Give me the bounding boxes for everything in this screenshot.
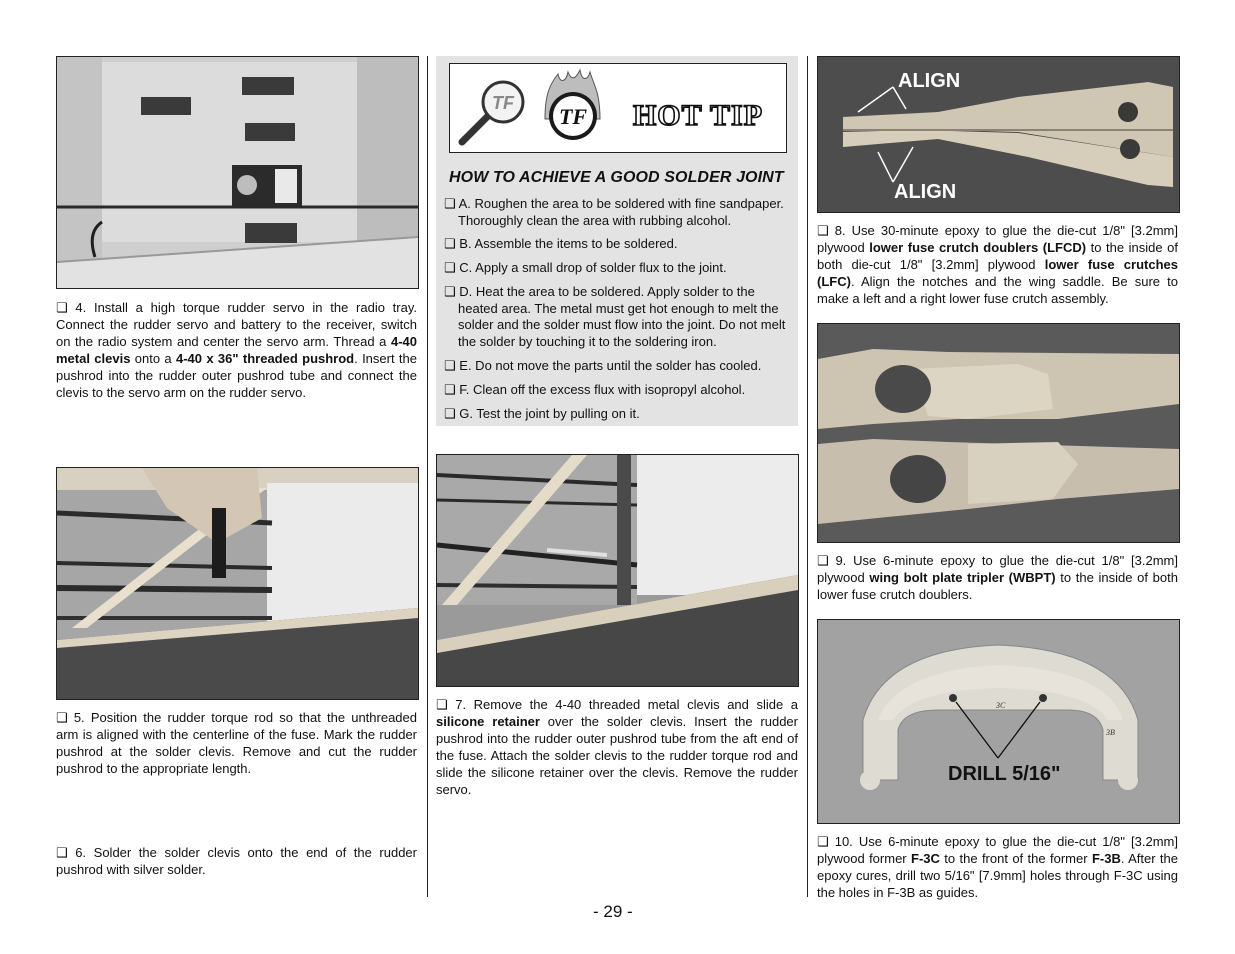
step-10-text: ❑ 10. Use 6-minute epoxy to glue the die-cut 1/8" [3.2mm] plywood former F-3C to the front of the former F-3B. After the epoxy cures, drill two 5/16" [7.9mm] holes through F-3C using the holes in F-3B as guides. bbox=[817, 834, 1178, 900]
photo-rudder-servo-tray bbox=[56, 56, 419, 289]
photo-solder-clevis bbox=[436, 454, 799, 687]
column-divider-left bbox=[427, 56, 428, 897]
column-divider-right bbox=[807, 56, 808, 897]
hot-tip-wordmark: HOT TIP bbox=[632, 99, 764, 132]
photo-wing-bolt-plate-tripler bbox=[817, 323, 1180, 543]
step-4-text: ❑ 4. Install a high torque rudder servo in the radio tray. Connect the rudder servo and battery to the receiver, switch on the radio system and center the servo arm. Thread a 4-40 metal clevis onto a 4-40 x 36" threaded pushrod. Insert the pushrod into the rudder outer pushrod tube and connect the clevis to the servo arm on the rudder servo. bbox=[56, 300, 417, 400]
photo-lower-fuse-crutch-align bbox=[817, 56, 1180, 213]
f3c-mark: 3C bbox=[996, 701, 1006, 710]
hot-tip-title: HOW TO ACHIEVE A GOOD SOLDER JOINT bbox=[449, 169, 784, 186]
step-6-text: ❑ 6. Solder the solder clevis onto the end of the rudder pushrod with silver solder. bbox=[56, 845, 417, 877]
hot-tip-banner bbox=[449, 63, 787, 153]
tip-item-e: ❑ E. Do not move the parts until the solder has cooled. bbox=[444, 358, 762, 373]
tip-item-c: ❑ C. Apply a small drop of solder flux to the joint. bbox=[444, 260, 727, 275]
step-7-text: ❑ 7. Remove the 4-40 threaded metal clevis and slide a silicone retainer over the solder clevis. Insert the rudder pushrod into the rudder outer pushrod tube from the aft end of the fuse. Attach the solder clevis to the rudder torque rod and slide the silicone retainer over the clevis. Remove the rudder servo. bbox=[436, 697, 798, 797]
magnifier-icon bbox=[462, 82, 523, 142]
align-label-bottom: ALIGN bbox=[894, 181, 957, 203]
photo-former-f3c-drill bbox=[817, 619, 1180, 824]
svg-text:TF: TF bbox=[492, 93, 514, 113]
tip-item-g: ❑ G. Test the joint by pulling on it. bbox=[444, 406, 640, 421]
page-number: - 29 - bbox=[593, 902, 633, 921]
svg-text:TF: TF bbox=[558, 104, 588, 129]
tip-item-b: ❑ B. Assemble the items to be soldered. bbox=[444, 236, 678, 251]
tip-item-d: ❑ D. Heat the area to be soldered. Apply solder to the heated area. The metal must get hot enough to melt the solder and the solder must flow into the joint. Do not melt the solder by touching it to the soldering iron. bbox=[444, 284, 786, 349]
step-8-text: ❑ 8. Use 30-minute epoxy to glue the die-cut 1/8" [3.2mm] plywood lower fuse crutch doublers (LFCD) to the inside of both die-cut 1/8" [3.2mm] plywood lower fuse crutches (LFC). Align the notches and the wing saddle. Be sure to make a left and a right lower fuse crutch assembly. bbox=[817, 223, 1178, 306]
drill-label: DRILL 5/16" bbox=[948, 763, 1061, 785]
tip-item-a: ❑ A. Roughen the area to be soldered with fine sandpaper. Thoroughly clean the area with rubbing alcohol. bbox=[444, 196, 784, 228]
step-9-text: ❑ 9. Use 6-minute epoxy to glue the die-cut 1/8" [3.2mm] plywood wing bolt plate tripler (WBPT) to the inside of both lower fuse crutch doublers. bbox=[817, 553, 1178, 602]
flame-badge-icon bbox=[545, 70, 600, 140]
f3b-mark: 3B bbox=[1106, 728, 1115, 737]
step-5-text: ❑ 5. Position the rudder torque rod so that the unthreaded arm is aligned with the centerline of the fuse. Mark the rudder pushrod at the solder clevis. Remove and cut the rudder pushrod to the appropriate length. bbox=[56, 710, 417, 776]
photo-rudder-torque-rod bbox=[56, 467, 419, 700]
align-label-top: ALIGN bbox=[898, 70, 961, 92]
tip-item-f: ❑ F. Clean off the excess flux with isopropyl alcohol. bbox=[444, 382, 746, 397]
